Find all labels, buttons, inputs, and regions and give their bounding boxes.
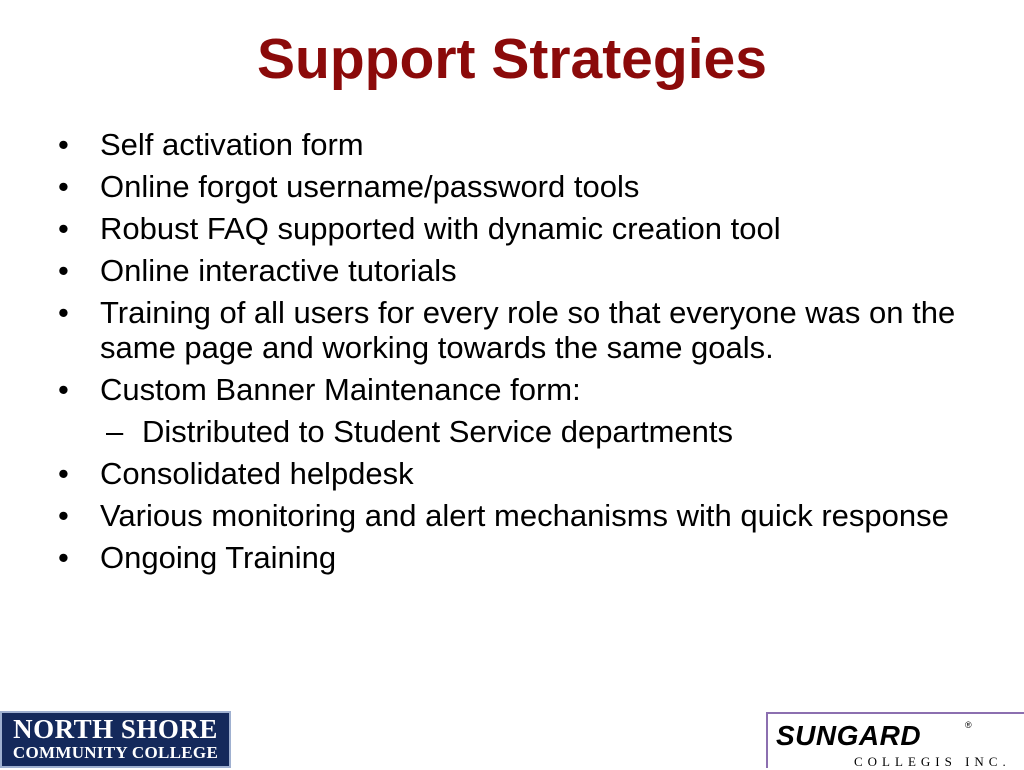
bullet-item: [58, 456, 988, 491]
bullet-text: Online forgot username/password tools: [100, 169, 640, 204]
bullet-item: [58, 211, 988, 246]
logo-line1: NORTH SHORE: [13, 714, 218, 744]
bullet-item: [58, 169, 988, 204]
bullet-marker: •: [58, 253, 69, 288]
registered-mark: ®: [965, 720, 972, 730]
bullet-text: Robust FAQ supported with dynamic creation tool: [100, 211, 781, 246]
collegis-wordmark: COLLEGIS INC.: [854, 754, 1011, 769]
bullet-item: [58, 540, 988, 575]
bullet-marker: •: [58, 456, 69, 491]
bullet-marker: •: [58, 295, 69, 330]
bullet-text: Consolidated helpdesk: [100, 456, 414, 491]
bullet-item: [58, 127, 988, 162]
bullet-text: Online interactive tutorials: [100, 253, 457, 288]
bullet-item: [58, 253, 988, 288]
bullet-item: [58, 372, 988, 407]
bullet-item: [58, 498, 988, 533]
bullet-marker: •: [58, 169, 69, 204]
sub-bullet-item: [58, 414, 988, 449]
bullet-list: [58, 127, 988, 582]
slide-title: Support Strategies: [257, 27, 767, 91]
bullet-marker: •: [58, 372, 69, 407]
north-shore-logo: [0, 711, 231, 768]
bullet-text: Custom Banner Maintenance form:: [100, 372, 581, 407]
bullet-marker: •: [58, 540, 69, 575]
bullet-text: Ongoing Training: [100, 540, 337, 575]
bullet-text: Self activation form: [100, 127, 364, 162]
bullet-text: Distributed to Student Service departments: [142, 414, 734, 449]
sungard-logo: [766, 712, 1024, 768]
bullet-text: Various monitoring and alert mechanisms with quick response: [100, 498, 949, 533]
bullet-text: Training of all users for every role so that everyone was on the same page and working towards the same goals.: [100, 295, 956, 365]
bullet-marker: •: [58, 498, 69, 533]
logo-line2: COMMUNITY COLLEGE: [12, 743, 219, 762]
bullet-item: [58, 295, 988, 365]
sub-bullet-marker: –: [106, 414, 124, 449]
bullet-marker: •: [58, 127, 69, 162]
sungard-wordmark: SUNGARD: [776, 720, 922, 751]
bullet-marker: •: [58, 211, 69, 246]
